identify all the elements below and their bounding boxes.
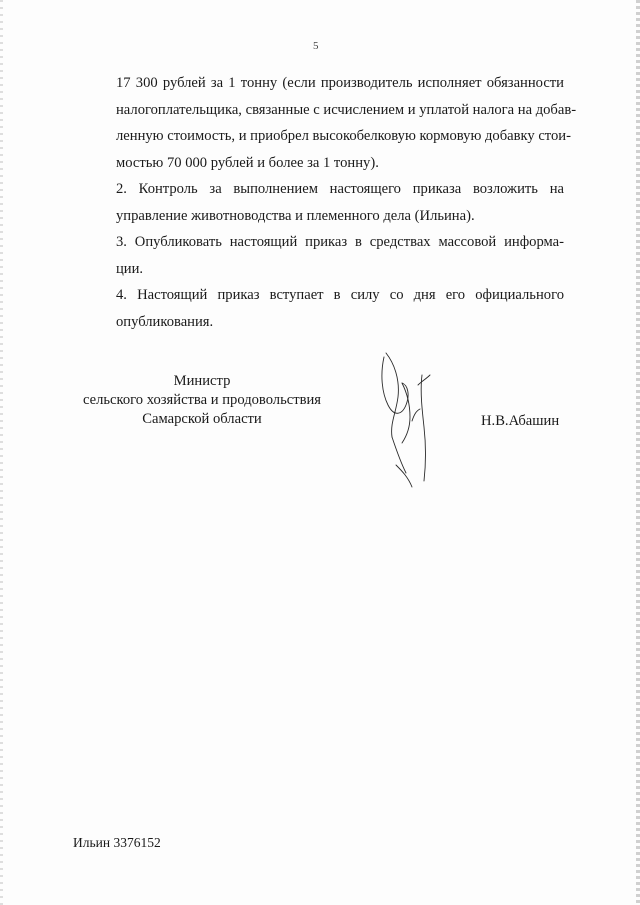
document-body <box>76 70 577 335</box>
paragraph-line: 4. Настоящий приказ вступает в силу со дня его официального <box>116 287 564 303</box>
scan-edge-left <box>0 0 3 905</box>
page-number: 5 <box>313 40 319 52</box>
paragraph-line: 2. Контроль за выполнением настоящего приказа возложить на <box>116 181 564 197</box>
signatory-title-line: Министр <box>173 373 231 389</box>
signatory-title-line: Самарской области <box>142 411 262 427</box>
paragraph-line: 3. Опубликовать настоящий приказ в средствах массовой информа- <box>116 234 564 250</box>
scan-edge-right <box>636 0 640 905</box>
paragraph-line: мостью 70 000 рублей и более за 1 тонну). <box>116 154 379 171</box>
paragraph-line: налогоплательщика, связанные с исчислением и уплатой налога на добав- <box>116 101 577 118</box>
paragraph-line: 17 300 рублей за 1 тонну (если производитель исполняет обязанности <box>116 75 564 91</box>
paragraph-line: ленную стоимость, и приобрел высокобелковую кормовую добавку стои- <box>116 128 571 144</box>
paragraph-4 <box>76 282 564 335</box>
paragraph-1 <box>76 70 577 176</box>
handwritten-signature <box>372 345 442 495</box>
paragraph-line: ции. <box>116 260 144 277</box>
paragraph-2 <box>76 176 564 229</box>
paragraph-line: управление животноводства и племенного дела (Ильина). <box>116 207 475 224</box>
paragraph-line: опубликования. <box>116 313 214 330</box>
signatory-title <box>68 372 336 429</box>
signatory-name: Н.В.Абашин <box>481 413 560 429</box>
executor-reference: Ильин 3376152 <box>73 835 161 850</box>
signatory-title-line: сельского хозяйства и продовольствия <box>82 392 322 408</box>
paragraph-3 <box>76 229 564 282</box>
